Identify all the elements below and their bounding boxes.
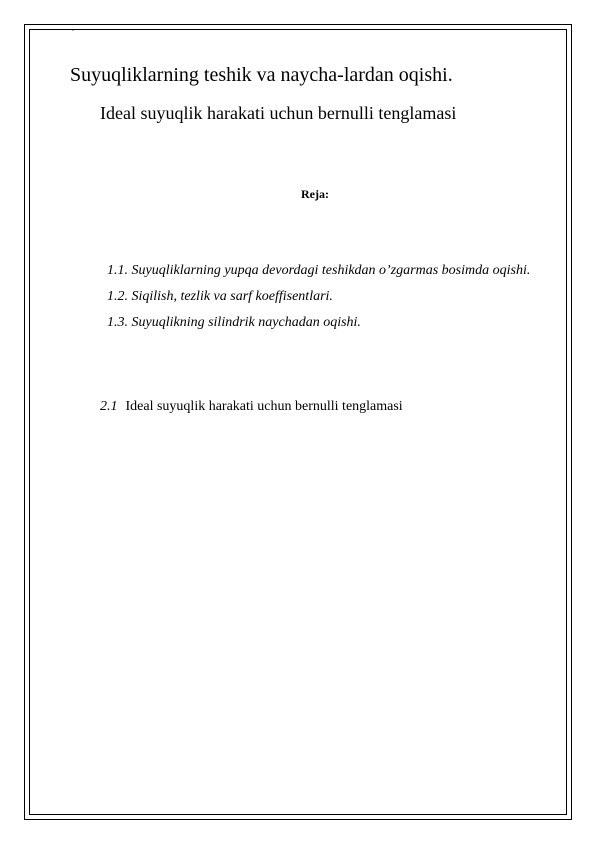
page-border-inner [29, 29, 567, 815]
section-number: 2.1 [100, 399, 118, 414]
page-marker: ` [71, 29, 75, 40]
plan-item: 1.2. Siqilish, tezlik va sarf koeffisentlari. [107, 289, 333, 304]
plan-item: 1.1. Suyuqliklarning yupqa devordagi teshikdan o’zgarmas bosimda oqishi. [107, 263, 531, 278]
plan-list [107, 258, 557, 336]
section-heading [100, 398, 403, 416]
plan-heading: Reja: [301, 187, 329, 201]
plan-item: 1.3. Suyuqlikning silindrik naychadan oqishi. [107, 315, 361, 330]
document-subtitle: Ideal suyuqlik harakati uchun bernulli tenglamasi [100, 103, 457, 123]
section-title: Ideal suyuqlik harakati uchun bernulli tenglamasi [125, 399, 403, 414]
document-title: Suyuqliklarning teshik va naycha-lardan oqishi. [70, 64, 453, 86]
